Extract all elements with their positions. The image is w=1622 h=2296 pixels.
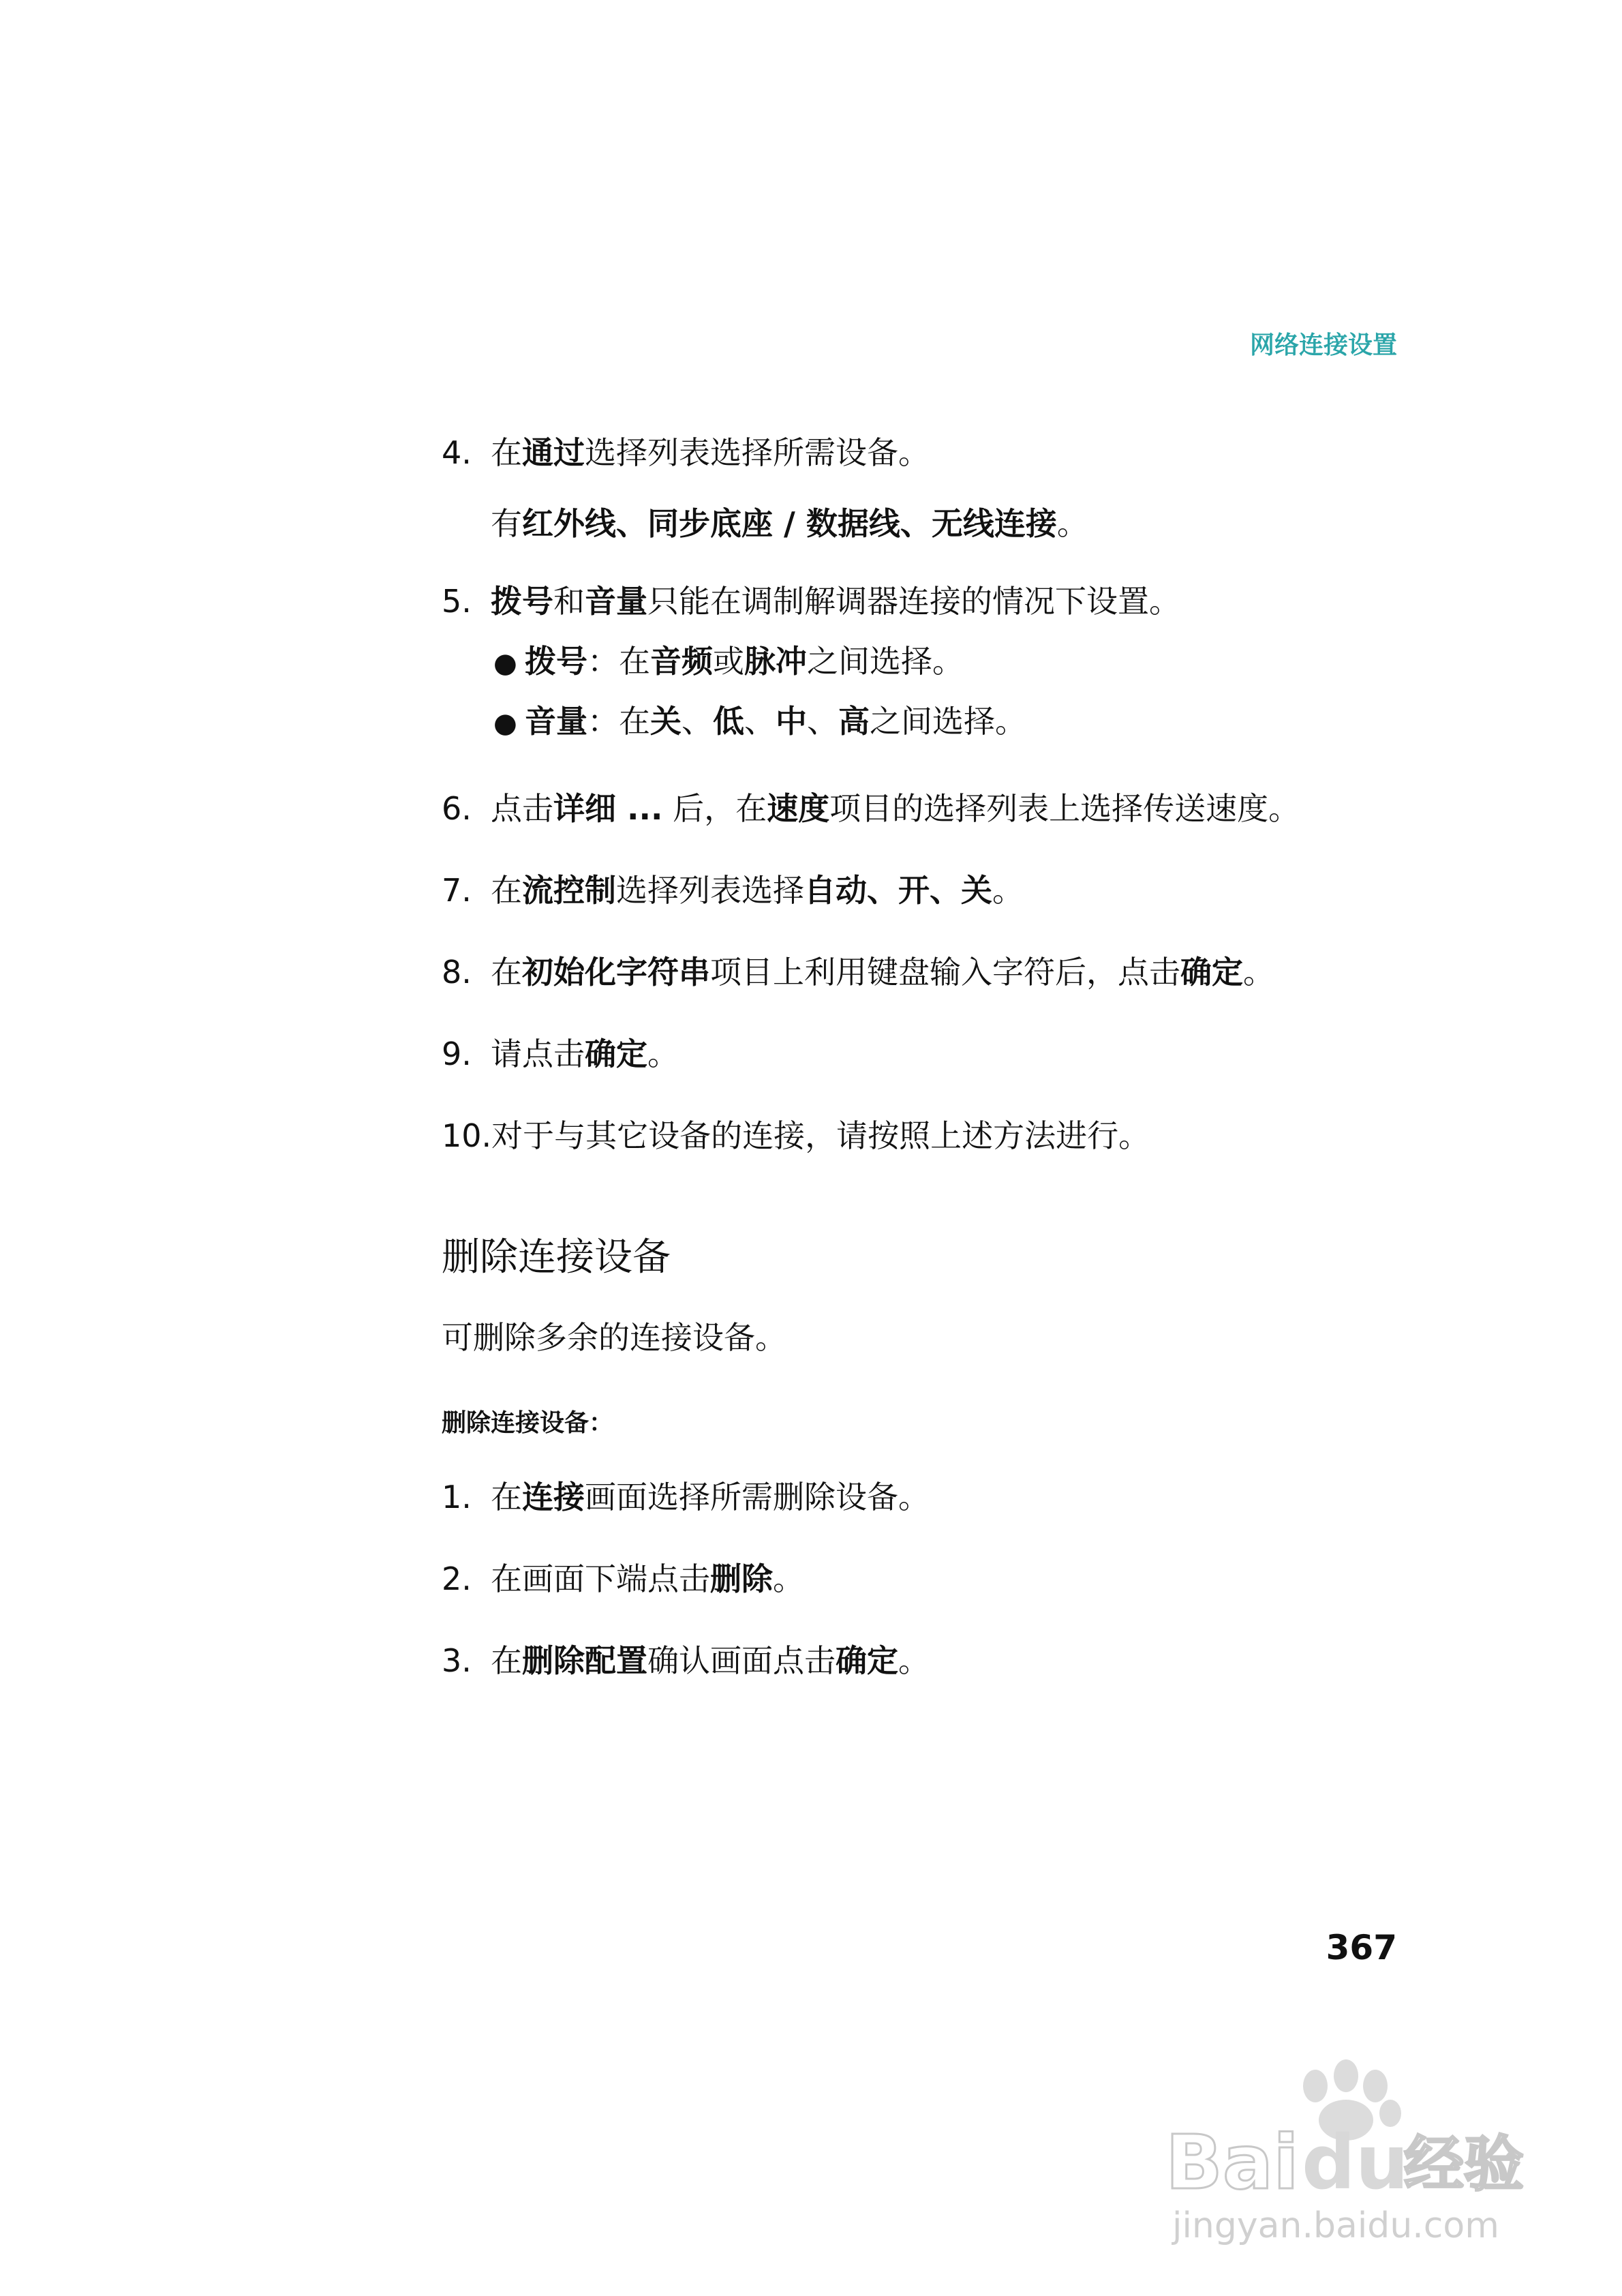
bold-term: 删除 <box>710 1560 773 1597</box>
text-run: 项目上利用键盘输入字符后，点击 <box>710 954 1180 991</box>
bold-term: 红外线、同步底座 / 数据线、无线连接 <box>522 505 1057 542</box>
delete-step-1 <box>442 1477 930 1517</box>
bold-term: 详细 ... <box>553 790 663 827</box>
text-run: ：在 <box>587 703 650 740</box>
text-run: 在 <box>491 1642 522 1679</box>
text-run: 在画面下端点击 <box>491 1560 710 1597</box>
step-10 <box>442 1115 1150 1156</box>
text-run: 、 <box>744 703 776 740</box>
text-run: 在 <box>491 1479 522 1515</box>
section-title: 删除连接设备 <box>442 1235 671 1280</box>
text-run: 有 <box>491 505 522 542</box>
step-8 <box>442 952 1274 993</box>
bullet-volume <box>493 701 1026 744</box>
running-header: 网络连接设置 <box>1249 331 1397 359</box>
text-run: 、 <box>807 703 838 740</box>
watermark-logo <box>1159 2045 1540 2250</box>
text-run: 在 <box>491 954 522 991</box>
text-run: 画面选择所需删除设备。 <box>585 1479 930 1515</box>
step-number: 9. <box>442 1036 472 1072</box>
step-number: 7. <box>442 872 472 909</box>
text-run: 对于与其它设备的连接，请按照上述方法进行。 <box>491 1117 1150 1154</box>
bold-term: 删除配置 <box>522 1642 647 1679</box>
text-run: 确认画面点击 <box>647 1642 836 1679</box>
bold-term: 关 <box>650 703 682 740</box>
text-run: 、 <box>682 703 713 740</box>
step-6 <box>442 788 1300 829</box>
step-5 <box>442 581 1180 622</box>
bullet-dial <box>493 641 964 684</box>
text-run: 和 <box>553 583 585 620</box>
text-run: 。 <box>1243 954 1274 991</box>
bold-term: 初始化字符串 <box>522 954 710 991</box>
step-number: 2. <box>442 1560 472 1597</box>
text-run: 。 <box>898 1642 930 1679</box>
step-number: 8. <box>442 954 472 991</box>
bold-term: 拨号 <box>491 583 553 620</box>
bold-term: 通过 <box>522 434 585 471</box>
text-run: 。 <box>992 872 1024 909</box>
bullet-icon: ● <box>493 648 517 679</box>
bold-term: 高 <box>838 703 870 740</box>
step-4 <box>442 432 930 473</box>
bullet-icon: ● <box>493 708 517 739</box>
page-number: 367 <box>1326 1928 1397 1967</box>
text-run: 或 <box>713 643 744 680</box>
step-number: 5. <box>442 583 472 620</box>
step-number: 1. <box>442 1479 472 1515</box>
bold-term: 确定 <box>836 1642 898 1679</box>
step-7 <box>442 870 1024 911</box>
bold-term: 确定 <box>1180 954 1243 991</box>
bold-term: 确定 <box>585 1036 647 1072</box>
text-run: 。 <box>1056 505 1088 542</box>
text-run: 选择列表选择所需设备。 <box>585 434 930 471</box>
step-4-note <box>491 503 1088 544</box>
text-run: 。 <box>647 1036 679 1072</box>
text-run: 之间选择。 <box>807 643 964 680</box>
text-run: 只能在调制解调器连接的情况下设置。 <box>647 583 1180 620</box>
step-number: 3. <box>442 1642 472 1679</box>
delete-step-2 <box>442 1558 804 1599</box>
watermark-url: jingyan.baidu.com <box>1172 2205 1499 2246</box>
delete-step-3 <box>442 1640 930 1681</box>
bold-term: 流控制 <box>522 872 616 909</box>
bold-term: 拨号 <box>525 643 587 680</box>
bold-term: 速度 <box>767 790 830 827</box>
step-number: 10. <box>442 1117 492 1154</box>
text-run: 后，在 <box>662 790 767 827</box>
watermark-brand-a: Bai <box>1165 2119 1299 2206</box>
text-run: 在 <box>491 872 522 909</box>
bold-term: 脉冲 <box>744 643 807 680</box>
procedure-subheading: 删除连接设备： <box>442 1409 614 1437</box>
text-run: 点击 <box>491 790 553 827</box>
bold-term: 中 <box>776 703 807 740</box>
bold-term: 音量 <box>525 703 587 740</box>
watermark-brand-cn: 经验 <box>1404 2129 1525 2199</box>
bold-term: 自动、开、关 <box>804 872 992 909</box>
text-run: 之间选择。 <box>870 703 1026 740</box>
text-run: ：在 <box>587 643 650 680</box>
step-number: 4. <box>442 434 472 471</box>
text-run: 选择列表选择 <box>616 872 804 909</box>
text-run: 请点击 <box>491 1036 585 1072</box>
text-run: 项目的选择列表上选择传送速度。 <box>829 790 1300 827</box>
watermark-brand-b: du <box>1302 2119 1409 2206</box>
text-run: 。 <box>773 1560 804 1597</box>
section-intro: 可删除多余的连接设备。 <box>442 1319 786 1356</box>
bold-term: 连接 <box>522 1479 585 1515</box>
baidu-jingyan-watermark <box>1159 2045 1540 2250</box>
bold-term: 音频 <box>650 643 713 680</box>
step-9 <box>442 1033 679 1074</box>
step-number: 6. <box>442 790 472 827</box>
bold-term: 音量 <box>585 583 647 620</box>
text-run: 在 <box>491 434 522 471</box>
bold-term: 低 <box>713 703 744 740</box>
